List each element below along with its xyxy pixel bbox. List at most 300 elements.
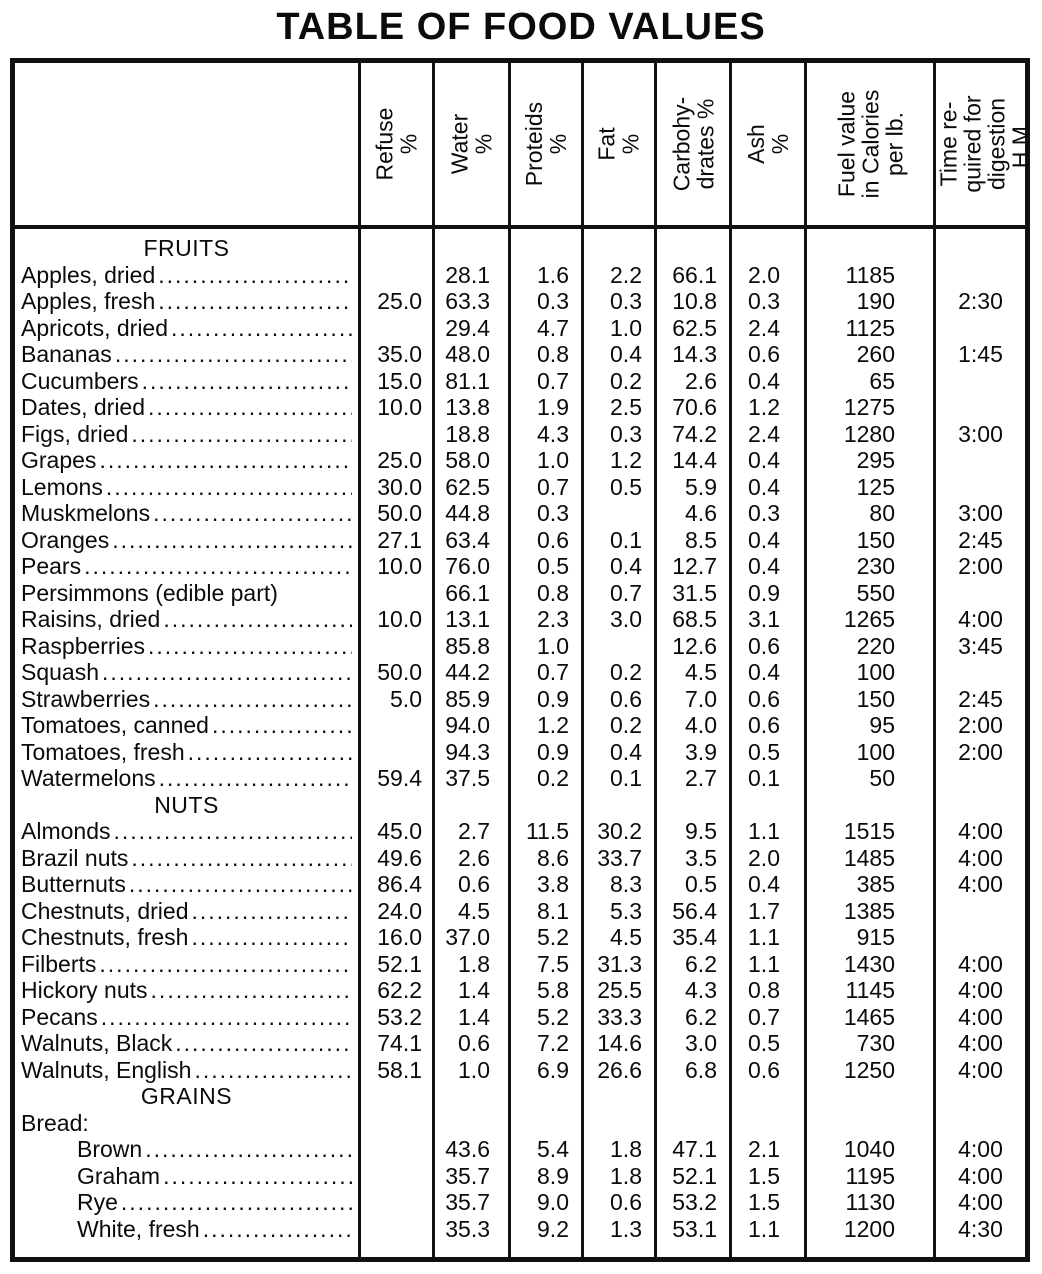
cell-fat: 31.3 (584, 951, 657, 978)
cell-proteids: 8.1 (511, 898, 584, 925)
food-name: Chestnuts, fresh (21, 924, 189, 950)
cell-digestion-time (936, 1110, 1025, 1137)
cell-refuse: 50.0 (361, 500, 435, 527)
cell-ash: 0.4 (732, 368, 807, 395)
dot-leader (148, 633, 352, 660)
cell-water: 0.6 (435, 871, 511, 898)
cell-fuel-value: 1145 (807, 977, 936, 1004)
cell-water: 4.5 (435, 898, 511, 925)
food-name: Bananas (21, 341, 112, 367)
dot-leader (163, 606, 352, 633)
food-name: Tomatoes, fresh (21, 738, 185, 765)
dot-leader (99, 951, 352, 978)
dot-leader (158, 288, 352, 315)
row-name-cell (15, 1057, 361, 1084)
cell-digestion-time: 2:00 (958, 553, 1003, 579)
cell-carbohydrates: 62.5 (657, 315, 732, 342)
cell-fat (584, 1083, 657, 1110)
cell-fuel-value: 1040 (807, 1136, 936, 1163)
cell-fuel-value: 1200 (807, 1216, 936, 1243)
cell-carbohydrates: 4.6 (657, 500, 732, 527)
cell-water: 94.3 (435, 739, 511, 766)
food-name: Brown (77, 1136, 143, 1162)
cell-water (435, 1083, 511, 1110)
section-heading: FRUITS (15, 235, 361, 262)
cell-fuel-value: 385 (807, 871, 936, 898)
cell-fat (584, 792, 657, 819)
cell-fat: 0.2 (584, 712, 657, 739)
cell-digestion-time (936, 368, 1025, 395)
cell-fuel-value: 95 (807, 712, 936, 739)
cell-refuse (361, 1189, 435, 1216)
cell-digestion-time (936, 898, 1025, 925)
cell-water: 48.0 (435, 341, 511, 368)
cell-refuse (361, 712, 435, 739)
row-name-cell (15, 1163, 361, 1190)
header-line: H.M. (1007, 119, 1034, 169)
cell-carbohydrates (657, 1083, 732, 1110)
cell-proteids: 8.6 (511, 845, 584, 872)
column-header-proteids (511, 63, 584, 225)
spacer-row (15, 1242, 1025, 1257)
column-header-label-water (448, 114, 496, 175)
dot-leader (212, 712, 352, 739)
food-name: Butternuts (21, 871, 126, 897)
row-name-cell (15, 977, 361, 1004)
cell-carbohydrates: 9.5 (657, 818, 732, 845)
cell-fuel-value: 50 (807, 765, 936, 792)
row-name-cell (15, 1030, 361, 1057)
food-name: Strawberries (21, 685, 151, 712)
cell-water: 35.7 (435, 1189, 511, 1216)
header-line: % (766, 133, 793, 155)
row-name-cell (15, 1136, 361, 1163)
cell-fuel-value: 1265 (807, 606, 936, 633)
cell-fuel-value: 1515 (807, 818, 936, 845)
cell-water: 43.6 (435, 1136, 511, 1163)
row-name (21, 898, 358, 925)
cell-ash: 0.8 (732, 977, 807, 1004)
row-name (21, 606, 358, 633)
cell-refuse: 35.0 (361, 341, 435, 368)
cell-refuse: 15.0 (361, 368, 435, 395)
cell-ash: 2.4 (732, 315, 807, 342)
cell-fat (584, 1110, 657, 1137)
cell-proteids: 8.9 (511, 1163, 584, 1190)
cell-fat: 0.1 (584, 765, 657, 792)
cell-ash: 1.5 (732, 1189, 807, 1216)
food-name: Brazil nuts (21, 844, 129, 871)
cell-proteids: 1.0 (511, 633, 584, 660)
table-row (15, 262, 1025, 289)
cell-fuel-value: 1280 (807, 421, 936, 448)
cell-water: 29.4 (435, 315, 511, 342)
cell-carbohydrates: 74.2 (657, 421, 732, 448)
cell-refuse: 10.0 (361, 394, 435, 421)
header-line: Carbohy- (668, 96, 695, 192)
header-line: % (395, 133, 422, 155)
table-row (15, 474, 1025, 501)
cell-proteids: 5.4 (511, 1136, 584, 1163)
food-name: Apricots, dried (21, 314, 169, 341)
dot-leader (151, 977, 352, 1004)
dot-leader (153, 500, 352, 527)
cell-fat: 0.1 (584, 527, 657, 554)
table-row (15, 924, 1025, 951)
food-name: Hickory nuts (21, 977, 148, 1003)
row-name-cell (15, 341, 361, 368)
cell-fuel-value: 1275 (807, 394, 936, 421)
cell-refuse: 50.0 (361, 659, 435, 686)
cell-proteids: 0.5 (511, 553, 584, 580)
cell-carbohydrates: 53.1 (657, 1216, 732, 1243)
cell-water (435, 235, 511, 262)
cell-proteids: 4.7 (511, 315, 584, 342)
food-name: Apples, dried (21, 261, 156, 288)
column-header-carbohydrates (657, 63, 732, 225)
cell-fuel-value (807, 792, 936, 819)
cell-ash: 0.4 (732, 474, 807, 501)
cell-carbohydrates: 52.1 (657, 1163, 732, 1190)
cell-fuel-value: 80 (807, 500, 936, 527)
cell-ash: 2.1 (732, 1136, 807, 1163)
cell-carbohydrates: 68.5 (657, 606, 732, 633)
cell-digestion-time: 2:30 (958, 288, 1003, 314)
cell-ash: 0.4 (732, 659, 807, 686)
cell-fat (584, 500, 657, 527)
cell-water: 63.4 (435, 527, 511, 554)
cell-refuse (361, 1110, 435, 1137)
header-line: Water (446, 113, 473, 175)
cell-water: 1.0 (435, 1057, 511, 1084)
row-name (21, 1136, 358, 1163)
row-name (21, 474, 358, 501)
food-values-table (10, 58, 1034, 1262)
cell-carbohydrates: 14.3 (657, 341, 732, 368)
table-row (15, 659, 1025, 686)
cell-ash (732, 1110, 807, 1137)
cell-water: 94.0 (435, 712, 511, 739)
row-name-cell (15, 818, 361, 845)
dot-leader (112, 527, 352, 554)
cell-refuse (361, 633, 435, 660)
dot-leader (194, 1057, 352, 1084)
cell-ash (732, 1242, 807, 1257)
cell-proteids: 5.8 (511, 977, 584, 1004)
cell-water: 58.0 (435, 447, 511, 474)
cell-fuel-value: 1485 (807, 845, 936, 872)
column-header-fat (584, 63, 657, 225)
cell-digestion-time (936, 1083, 1025, 1110)
cell-fuel-value (807, 1083, 936, 1110)
cell-digestion-time (936, 1242, 1025, 1257)
table-row (15, 341, 1025, 368)
cell-fat: 30.2 (584, 818, 657, 845)
cell-proteids: 0.8 (511, 341, 584, 368)
cell-refuse: 25.0 (361, 288, 435, 315)
cell-ash: 0.5 (732, 1030, 807, 1057)
dot-leader (129, 871, 352, 898)
cell-proteids: 0.9 (511, 739, 584, 766)
cell-fuel-value: 150 (807, 527, 936, 554)
cell-water: 2.7 (435, 818, 511, 845)
table-row (15, 553, 1025, 580)
cell-carbohydrates: 0.5 (657, 871, 732, 898)
table-row (15, 394, 1025, 421)
row-name-cell (15, 500, 361, 527)
food-name: Chestnuts, dried (21, 897, 189, 924)
table-row (15, 315, 1025, 342)
cell-ash: 1.1 (732, 1216, 807, 1243)
table-row (15, 818, 1025, 845)
row-name (21, 924, 358, 951)
table-row (15, 951, 1025, 978)
cell-water: 2.6 (435, 845, 511, 872)
table-row (15, 527, 1025, 554)
row-name (21, 739, 358, 766)
cell-carbohydrates: 6.2 (657, 951, 732, 978)
cell-refuse: 25.0 (361, 447, 435, 474)
row-name-cell (15, 1110, 361, 1137)
cell-water: 66.1 (435, 580, 511, 607)
row-name-cell (15, 527, 361, 554)
column-header-label-refuse (373, 108, 421, 181)
cell-carbohydrates (657, 792, 732, 819)
cell-ash: 0.9 (732, 580, 807, 607)
row-name (21, 1189, 358, 1216)
cell-fuel-value (807, 1242, 936, 1257)
row-name (21, 765, 358, 792)
cell-fat: 1.2 (584, 447, 657, 474)
row-name-cell (15, 606, 361, 633)
row-name-cell (15, 1004, 361, 1031)
cell-carbohydrates: 10.8 (657, 288, 732, 315)
cell-fat: 0.3 (584, 421, 657, 448)
cell-water: 28.1 (435, 262, 511, 289)
food-name: Pears (21, 553, 82, 579)
row-name-cell (15, 871, 361, 898)
cell-proteids: 1.9 (511, 394, 584, 421)
header-line: % (470, 133, 497, 155)
table-row (15, 606, 1025, 633)
dot-leader (102, 659, 352, 686)
table-row (15, 977, 1025, 1004)
cell-proteids (511, 1110, 584, 1137)
table-row (15, 712, 1025, 739)
dot-leader (175, 1030, 352, 1057)
row-name (21, 845, 358, 872)
cell-digestion-time (936, 924, 1025, 951)
cell-ash: 1.1 (732, 818, 807, 845)
table-row (15, 739, 1025, 766)
row-name-cell (15, 739, 361, 766)
row-name-cell (15, 898, 361, 925)
cell-fat: 0.2 (584, 368, 657, 395)
cell-carbohydrates: 8.5 (657, 527, 732, 554)
cell-digestion-time (936, 659, 1025, 686)
cell-proteids (511, 792, 584, 819)
row-name (21, 500, 358, 527)
dot-leader (106, 474, 352, 501)
column-header-label-ash (744, 124, 792, 164)
cell-digestion-time: 4:00 (958, 1056, 1003, 1083)
column-header-label-proteids (522, 102, 570, 186)
cell-water: 37.0 (435, 924, 511, 951)
food-name: Oranges (21, 526, 110, 553)
cell-ash: 0.3 (732, 500, 807, 527)
cell-proteids: 1.0 (511, 447, 584, 474)
food-name: Apples, fresh (21, 288, 156, 314)
header-name-spacer (15, 63, 361, 225)
cell-fat: 0.5 (584, 474, 657, 501)
cell-water (435, 792, 511, 819)
cell-water: 0.6 (435, 1030, 511, 1057)
table-row (15, 1216, 1025, 1243)
cell-water: 1.4 (435, 1004, 511, 1031)
row-name (21, 1163, 358, 1190)
dot-leader (99, 447, 352, 474)
table-row (15, 368, 1025, 395)
row-name (21, 818, 358, 845)
column-header-label-fat (595, 127, 643, 160)
cell-digestion-time (936, 792, 1025, 819)
header-line: Fuel value (833, 90, 859, 198)
row-name (21, 580, 358, 607)
row-name-cell (15, 1242, 361, 1257)
food-name: Dates, dried (21, 394, 146, 420)
cell-fuel-value: 125 (807, 474, 936, 501)
cell-water: 13.1 (435, 606, 511, 633)
cell-fuel-value: 100 (807, 659, 936, 686)
header-line: Refuse (371, 107, 398, 181)
cell-fat (584, 1242, 657, 1257)
column-header-label-carbohydrates (669, 97, 717, 192)
cell-ash: 0.3 (732, 288, 807, 315)
cell-carbohydrates: 35.4 (657, 924, 732, 951)
table-row (15, 580, 1025, 607)
cell-proteids: 3.8 (511, 871, 584, 898)
food-name: Lemons (21, 473, 103, 500)
cell-fat (584, 633, 657, 660)
cell-ash: 0.4 (732, 447, 807, 474)
cell-water: 18.8 (435, 421, 511, 448)
cell-fat: 2.5 (584, 394, 657, 421)
cell-fuel-value: 1195 (807, 1163, 936, 1190)
row-name-cell (15, 951, 361, 978)
row-name (21, 633, 358, 660)
cell-fat: 0.7 (584, 580, 657, 607)
row-name (21, 712, 358, 739)
cell-proteids: 0.6 (511, 527, 584, 554)
cell-carbohydrates: 6.8 (657, 1057, 732, 1084)
cell-water: 35.3 (435, 1216, 511, 1243)
cell-refuse: 52.1 (361, 951, 435, 978)
cell-carbohydrates: 4.0 (657, 712, 732, 739)
row-name (21, 686, 358, 713)
cell-digestion-time: 3:00 (958, 420, 1003, 447)
cell-proteids: 4.3 (511, 421, 584, 448)
cell-ash: 1.1 (732, 951, 807, 978)
cell-carbohydrates: 47.1 (657, 1136, 732, 1163)
cell-fat: 26.6 (584, 1057, 657, 1084)
food-name: Filberts (21, 950, 97, 977)
cell-carbohydrates: 12.7 (657, 553, 732, 580)
row-name (21, 977, 358, 1004)
section-heading-row (15, 1083, 1025, 1110)
cell-refuse (361, 1216, 435, 1243)
row-name (21, 1057, 358, 1084)
cell-digestion-time: 3:00 (958, 500, 1003, 526)
row-name (21, 951, 358, 978)
cell-carbohydrates: 31.5 (657, 580, 732, 607)
row-name (21, 553, 358, 580)
cell-refuse (361, 315, 435, 342)
cell-fuel-value: 1385 (807, 898, 936, 925)
header-line: in Calories (857, 89, 883, 199)
dot-leader (145, 1136, 352, 1163)
row-name-cell (15, 394, 361, 421)
cell-carbohydrates: 5.9 (657, 474, 732, 501)
dot-leader (203, 1216, 352, 1243)
cell-ash: 1.7 (732, 898, 807, 925)
cell-ash: 0.1 (732, 765, 807, 792)
header-line: Ash (742, 124, 769, 164)
table-row (15, 1189, 1025, 1216)
cell-proteids: 0.3 (511, 500, 584, 527)
cell-digestion-time: 2:00 (958, 712, 1003, 738)
dot-leader (115, 341, 352, 368)
cell-ash: 1.2 (732, 394, 807, 421)
cell-proteids: 0.7 (511, 474, 584, 501)
cell-proteids: 1.6 (511, 262, 584, 289)
dot-leader (159, 765, 352, 792)
row-name-cell (15, 1216, 361, 1243)
header-line: drates % (692, 98, 719, 190)
cell-refuse (361, 739, 435, 766)
cell-ash (732, 1083, 807, 1110)
cell-digestion-time: 2:00 (958, 738, 1003, 765)
cell-carbohydrates: 3.0 (657, 1030, 732, 1057)
row-name (21, 871, 358, 898)
dot-leader (113, 818, 352, 845)
food-name: Walnuts, English (21, 1056, 192, 1083)
cell-carbohydrates: 14.4 (657, 447, 732, 474)
cell-carbohydrates: 2.7 (657, 765, 732, 792)
cell-proteids: 9.2 (511, 1216, 584, 1243)
food-name: Raisins, dried (21, 606, 161, 632)
cell-fat: 0.6 (584, 686, 657, 713)
cell-ash (732, 235, 807, 262)
cell-proteids: 5.2 (511, 924, 584, 951)
row-name (21, 659, 358, 686)
table-row (15, 421, 1025, 448)
food-name: Grapes (21, 447, 97, 473)
cell-proteids: 5.2 (511, 1004, 584, 1031)
row-name-cell (15, 553, 361, 580)
cell-digestion-time: 4:30 (958, 1215, 1003, 1242)
cell-refuse: 45.0 (361, 818, 435, 845)
cell-digestion-time (936, 235, 1025, 262)
row-name (21, 1030, 358, 1057)
cell-digestion-time (936, 474, 1025, 501)
cell-fat: 0.2 (584, 659, 657, 686)
row-name (21, 1216, 358, 1243)
cell-fuel-value: 230 (807, 553, 936, 580)
dot-leader (131, 845, 352, 872)
cell-proteids: 0.7 (511, 368, 584, 395)
column-header-water (435, 63, 511, 225)
cell-carbohydrates: 12.6 (657, 633, 732, 660)
